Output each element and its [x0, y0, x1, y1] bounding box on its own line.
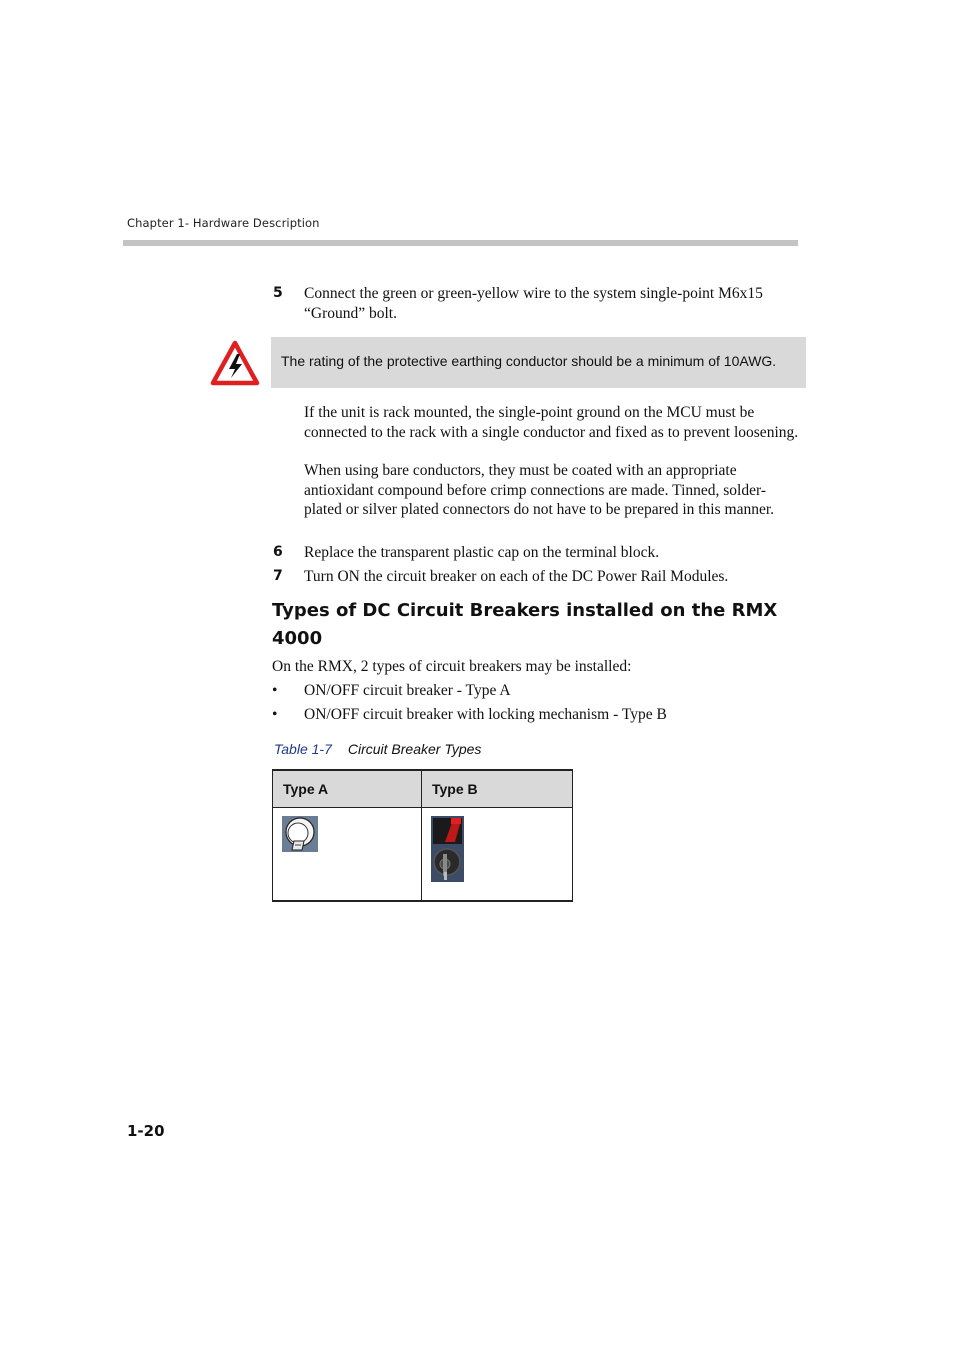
- section-title: Types of DC Circuit Breakers installed on the RMX 4000: [272, 600, 778, 649]
- bullet-symbol: •: [272, 682, 278, 699]
- table-caption: [274, 741, 481, 757]
- paragraph-bare-conductors: When using bare conductors, they must be coated with an appropriate antioxidant compound before crimp connections are made. Tinned, solder-plated or silver plated connectors do not have to be prepared in this manner.: [304, 462, 775, 518]
- warning-text: The rating of the protective earthing conductor should be a minimum of 10AWG.: [281, 353, 777, 369]
- step-6: [273, 543, 803, 563]
- cell-type-b: [422, 808, 573, 902]
- table-label: Table 1-7: [274, 741, 332, 757]
- step-5: [273, 284, 803, 323]
- bullet-text: ON/OFF circuit breaker with locking mechanism - Type B: [304, 706, 667, 723]
- header-type-a: Type A: [273, 770, 422, 808]
- bullet-item-type-a: [272, 681, 792, 701]
- circuit-breaker-type-b-icon: [431, 816, 464, 882]
- table-header-row: [273, 770, 573, 808]
- circuit-breaker-type-a-icon: [282, 816, 318, 852]
- cell-type-a: [273, 808, 422, 902]
- section-intro: On the RMX, 2 types of circuit breakers may be installed:: [272, 658, 632, 675]
- step-number: 6: [273, 544, 283, 560]
- paragraph-rack-ground: If the unit is rack mounted, the single-point ground on the MCU must be connected to the rack with a single conductor and fixed as to prevent loosening.: [304, 404, 799, 441]
- header-type-b: Type B: [422, 770, 573, 808]
- step-text: Replace the transparent plastic cap on the terminal block.: [304, 544, 660, 561]
- header-rule: [123, 240, 798, 246]
- step-number: 5: [273, 285, 283, 301]
- table-title: Circuit Breaker Types: [347, 741, 482, 757]
- table-row: [273, 808, 573, 902]
- electrical-hazard-icon: [210, 340, 260, 386]
- bullet-text: ON/OFF circuit breaker - Type A: [304, 682, 511, 699]
- step-text: Connect the green or green-yellow wire to the system single-point M6x15 “Ground” bolt.: [304, 285, 763, 322]
- circuit-breaker-table: [272, 769, 573, 902]
- step-text: Turn ON the circuit breaker on each of the DC Power Rail Modules.: [304, 568, 729, 585]
- bullet-symbol: •: [272, 706, 278, 723]
- bullet-item-type-b: [272, 705, 792, 725]
- running-head: Chapter 1- Hardware Description: [127, 216, 320, 230]
- step-7: [273, 567, 803, 587]
- page-number: 1-20: [127, 1122, 165, 1140]
- step-number: 7: [273, 568, 283, 584]
